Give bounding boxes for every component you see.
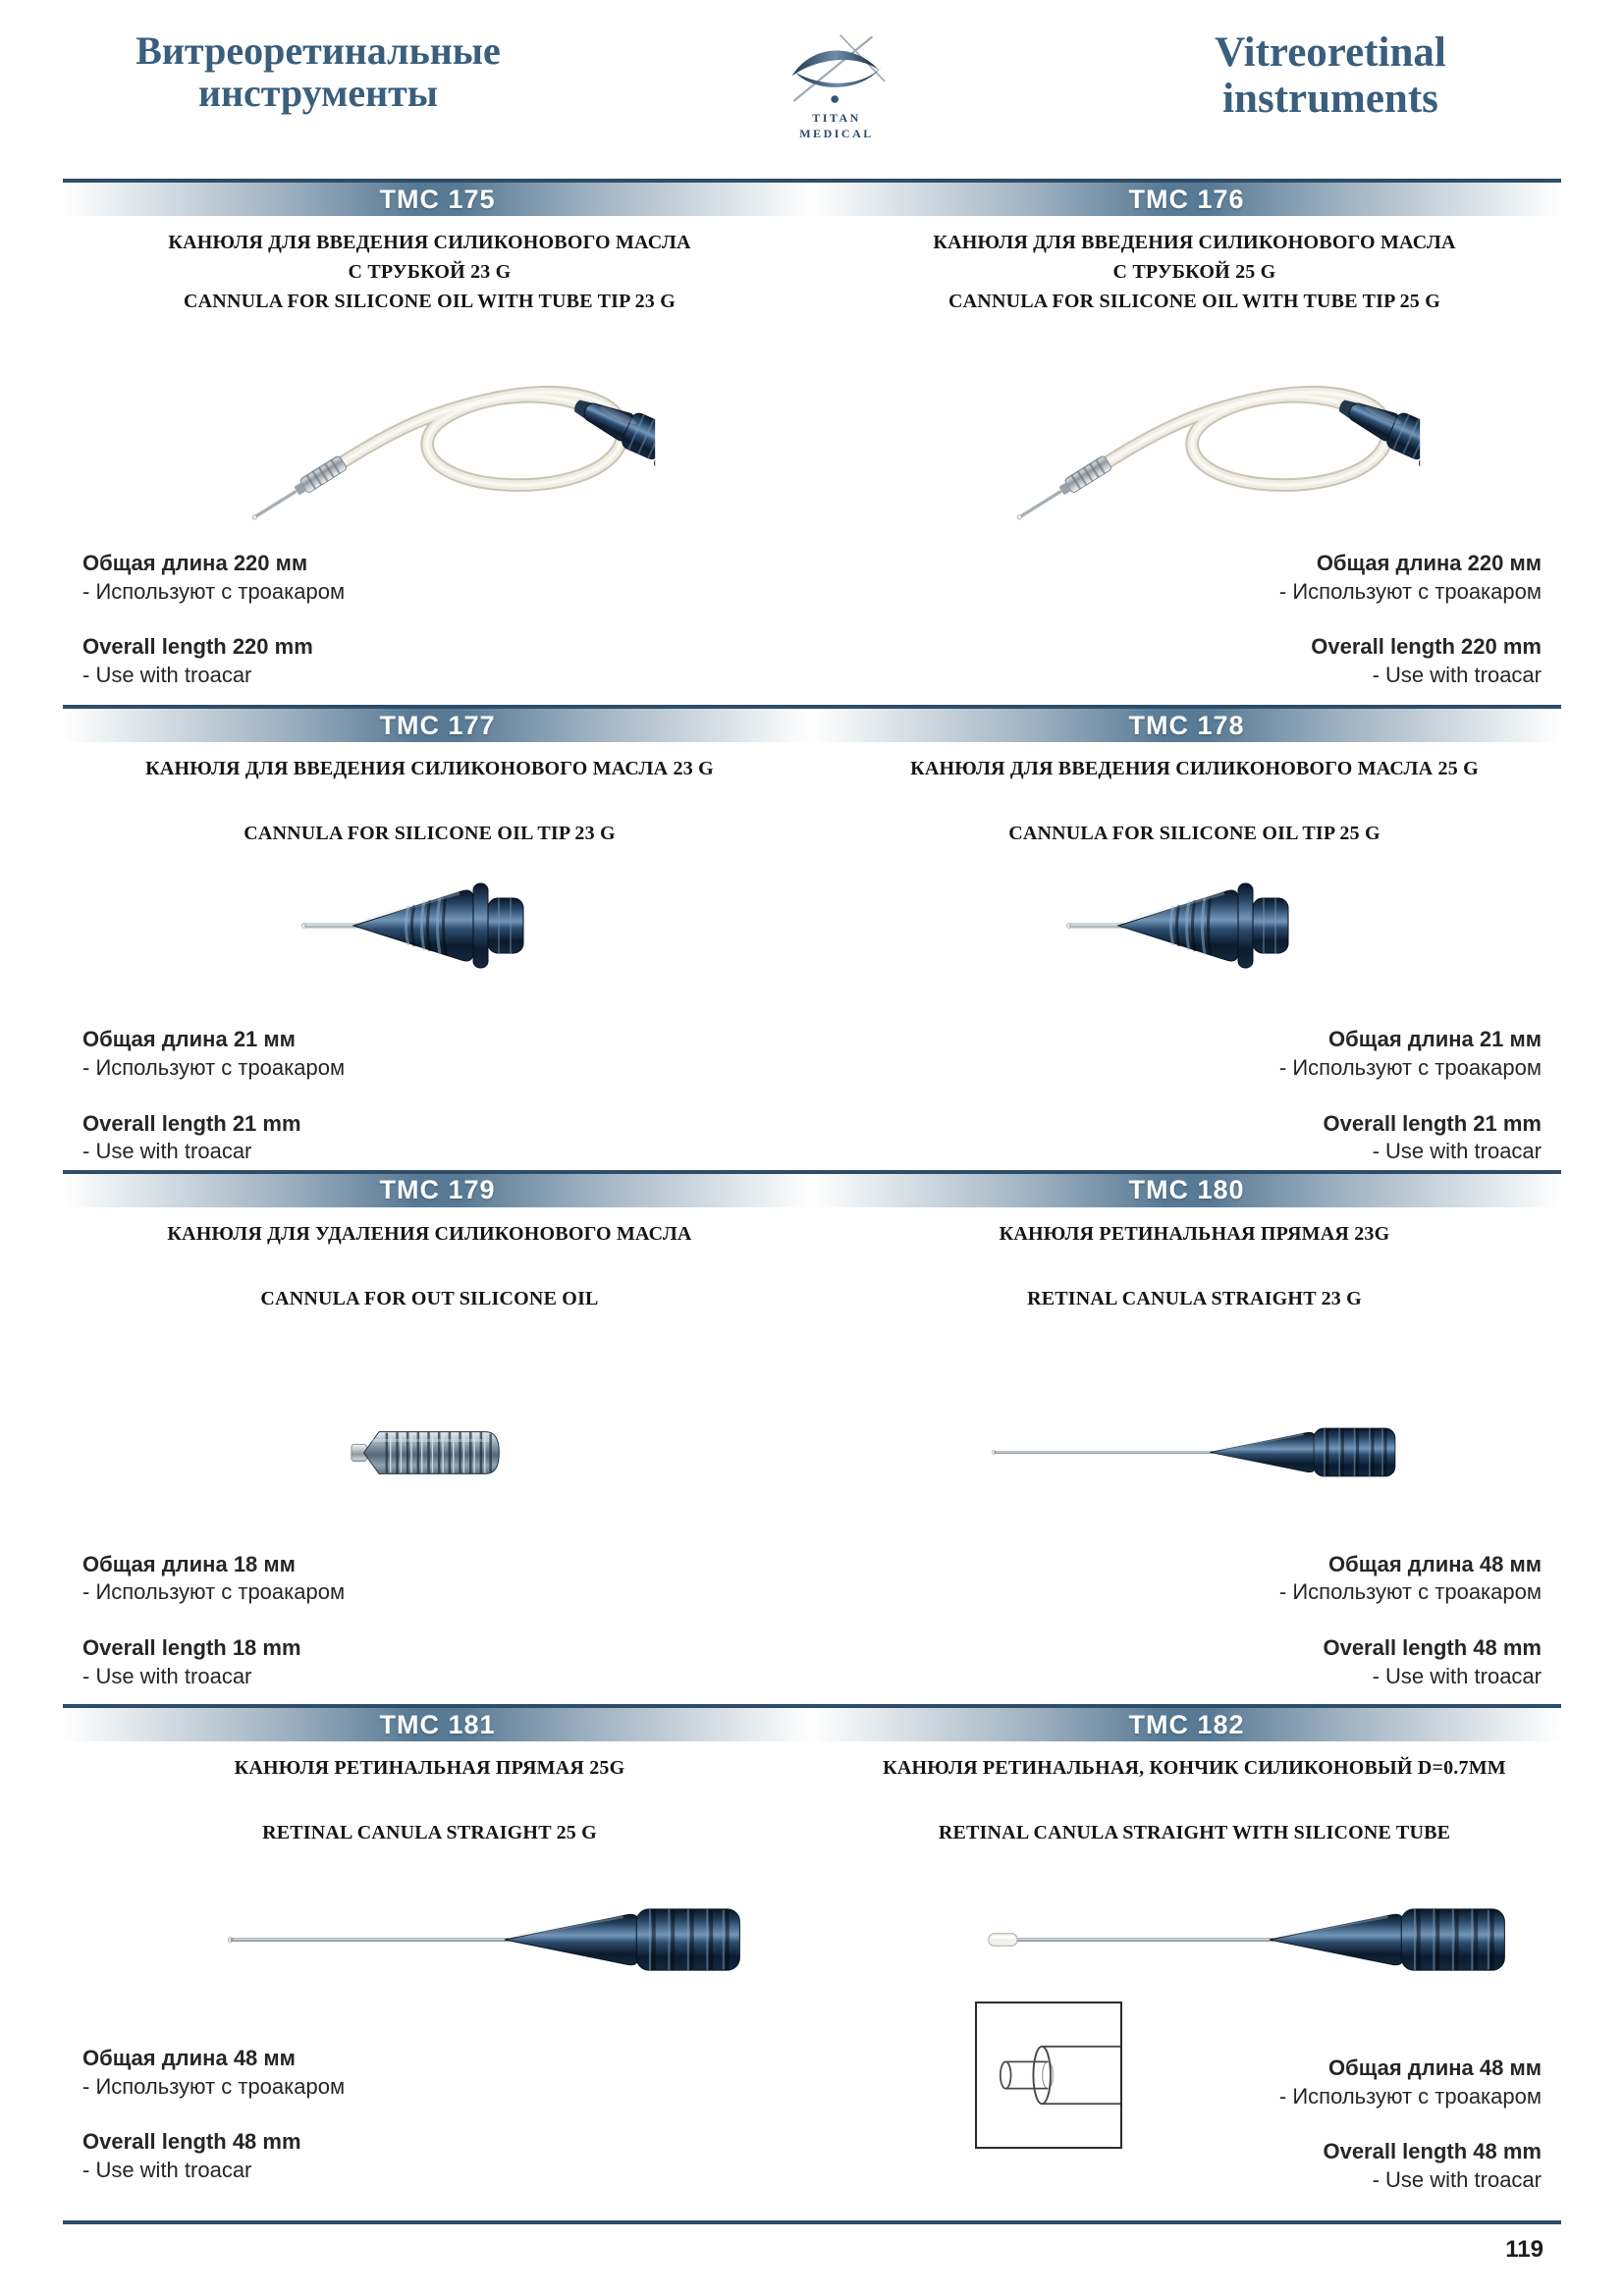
product-titles [828,1753,1561,1847]
product-image-tmc-175 [102,318,757,534]
product-tmc-180 [812,1207,1561,1690]
page-title-ru-line2: инструменты [197,71,439,116]
page-title-en [1100,29,1561,123]
spec-length-en: Overall length 21 mm [1323,1110,1542,1136]
product-tmc-182 [812,1741,1561,2194]
product-titles [63,1753,796,1847]
product-tmc-181 [63,1741,812,2194]
code-bar [63,1170,1561,1207]
product-title-en: CANNULA FOR SILICONE OIL TIP 23 G [244,823,616,845]
spec-length-en: Overall length 48 mm [1323,2139,1542,2164]
product-title-ru: КАНЮЛЯ РЕТИНАЛЬНАЯ ПРЯМАЯ 25G [234,1757,625,1780]
code-label-tmc-175: TMC 175 [63,183,812,216]
spec-note-ru: - Используют с троакаром [82,1579,346,1605]
logo-eye-icon [782,31,892,110]
product-titles [63,1219,796,1313]
spec-length-ru: Общая длина 220 мм [1316,551,1542,575]
spec-note-en: - Use with troacar [1372,662,1542,687]
product-title-ru: КАНЮЛЯ ДЛЯ ВВЕДЕНИЯ СИЛИКОНОВОГО МАСЛА 23 G [145,758,714,780]
spec-length-ru: Общая длина 220 мм [82,551,308,575]
spec-length-en: Overall length 48 mm [1323,1634,1542,1660]
spec-length-ru: Общая длина 21 мм [82,1027,296,1052]
spec-note-en: - Use with troacar [1372,1139,1542,1164]
spec-note-en: - Use with troacar [82,1663,252,1688]
product-titles [63,228,796,316]
product-specs [63,1026,796,1165]
code-label-tmc-181: TMC 181 [63,1708,812,1741]
product-tmc-177 [63,742,812,1165]
section-tmc-179-180 [63,1170,1561,1690]
code-label-tmc-179: TMC 179 [63,1174,812,1207]
page-title-ru-line1: Витреоретинальные [135,28,501,73]
spec-note-ru: - Используют с троакаром [1278,2083,1542,2109]
page-number: 119 [1505,2235,1543,2263]
product-title-ru: КАНЮЛЯ РЕТИНАЛЬНАЯ ПРЯМАЯ 23G [999,1222,1390,1245]
product-title-ru: КАНЮЛЯ РЕТИНАЛЬНАЯ, КОНЧИК СИЛИКОНОВЫЙ D=0.7ММ [883,1757,1506,1780]
product-title-en: CANNULA FOR SILICONE OIL WITH TUBE TIP 23 G [184,291,676,312]
product-tmc-176 [812,216,1561,689]
product-specs [63,550,796,689]
product-titles [828,228,1561,316]
product-specs [63,1551,796,1690]
spec-note-en: - Use with troacar [82,2157,252,2182]
masthead [63,0,1561,179]
product-tmc-178 [812,742,1561,1165]
titan-medical-logo [768,31,905,141]
spec-note-ru: - Используют с троакаром [82,2073,346,2099]
product-tmc-179 [63,1207,812,1690]
silicone-tip-inset-diagram [975,2002,1122,2149]
spec-note-ru: - Используют с троакаром [1278,1054,1542,1080]
page-title-en-line1: Vitreoretinal [1215,29,1446,76]
spec-note-ru: - Используют с троакаром [82,578,346,604]
product-title-en: CANNULA FOR OUT SILICONE OIL [260,1287,599,1309]
footer-rule [63,2220,1561,2224]
product-specs [63,2045,796,2184]
product-title-en: RETINAL CANULA STRAIGHT 23 G [1027,1287,1362,1309]
spec-length-ru: Общая длина 21 мм [1328,1027,1542,1052]
spec-length-en: Overall length 220 mm [1311,634,1542,660]
code-label-tmc-180: TMC 180 [812,1174,1561,1207]
product-title-ru-2: С ТРУБКОЙ 23 G [348,261,512,283]
product-image-tmc-182 [867,1893,1522,1986]
product-bottom-area [828,2002,1561,2194]
spec-length-ru: Общая длина 48 мм [1328,2056,1542,2081]
page-title-en-line2: instruments [1222,76,1438,123]
product-title-en: CANNULA FOR SILICONE OIL WITH TUBE TIP 25 G [948,291,1440,312]
product-image-tmc-176 [867,318,1522,534]
code-bar [63,179,1561,216]
product-specs [828,1026,1561,1165]
product-title-ru: КАНЮЛЯ ДЛЯ ВВЕДЕНИЯ СИЛИКОНОВОГО МАСЛА [933,232,1456,253]
spec-note-en: - Use with troacar [82,1139,252,1164]
code-bar [63,1704,1561,1741]
spec-note-en: - Use with troacar [82,662,252,687]
spec-length-ru: Общая длина 18 мм [82,1551,296,1576]
product-title-en: RETINAL CANULA STRAIGHT WITH SILICONE TUBE [938,1822,1451,1844]
code-label-tmc-178: TMC 178 [812,709,1561,742]
product-image-tmc-177 [102,864,757,987]
product-title-ru-2: С ТРУБКОЙ 25 G [1112,261,1276,283]
spec-length-ru: Общая длина 48 мм [82,2046,296,2071]
spec-length-en: Overall length 21 mm [82,1110,301,1136]
section-tmc-175-176 [63,179,1561,689]
product-image-tmc-178 [867,864,1522,987]
product-titles [63,754,796,848]
code-label-tmc-176: TMC 176 [812,183,1561,216]
product-specs [1279,2055,1561,2194]
code-label-tmc-182: TMC 182 [812,1708,1561,1741]
spec-note-ru: - Используют с троакаром [1278,578,1542,604]
spec-note-ru: - Используют с троакаром [82,1054,346,1080]
product-image-tmc-179 [102,1404,757,1502]
product-title-en: RETINAL CANULA STRAIGHT 25 G [262,1822,597,1844]
product-titles [828,1219,1561,1313]
product-titles [828,754,1561,848]
code-label-tmc-177: TMC 177 [63,709,812,742]
product-title-ru: КАНЮЛЯ ДЛЯ ВВЕДЕНИЯ СИЛИКОНОВОГО МАСЛА [168,232,691,253]
spec-length-en: Overall length 220 mm [82,634,313,660]
product-title-ru: КАНЮЛЯ ДЛЯ УДАЛЕНИЯ СИЛИКОНОВОГО МАСЛА [167,1222,692,1245]
spec-length-en: Overall length 48 mm [82,2129,301,2155]
logo-text: TITAN MEDICAL [799,111,874,140]
product-image-tmc-180 [867,1404,1522,1502]
product-tmc-175 [63,216,812,689]
spec-note-en: - Use with troacar [1372,1663,1542,1688]
product-title-ru: КАНЮЛЯ ДЛЯ ВВЕДЕНИЯ СИЛИКОНОВОГО МАСЛА 25 G [910,758,1479,780]
product-specs [828,1551,1561,1690]
section-tmc-181-182 [63,1704,1561,2194]
product-title-en: CANNULA FOR SILICONE OIL TIP 25 G [1008,823,1380,845]
product-image-tmc-181 [102,1893,757,1986]
page-title-ru [63,29,573,114]
spec-length-en: Overall length 18 mm [82,1634,301,1660]
spec-length-ru: Общая длина 48 мм [1328,1551,1542,1576]
spec-note-ru: - Используют с троакаром [1278,1579,1542,1605]
product-specs [828,550,1561,689]
spec-note-en: - Use with troacar [1372,2166,1542,2192]
section-tmc-177-178 [63,705,1561,1165]
code-bar [63,705,1561,742]
silicone-tip-drawing-icon [977,2003,1120,2147]
